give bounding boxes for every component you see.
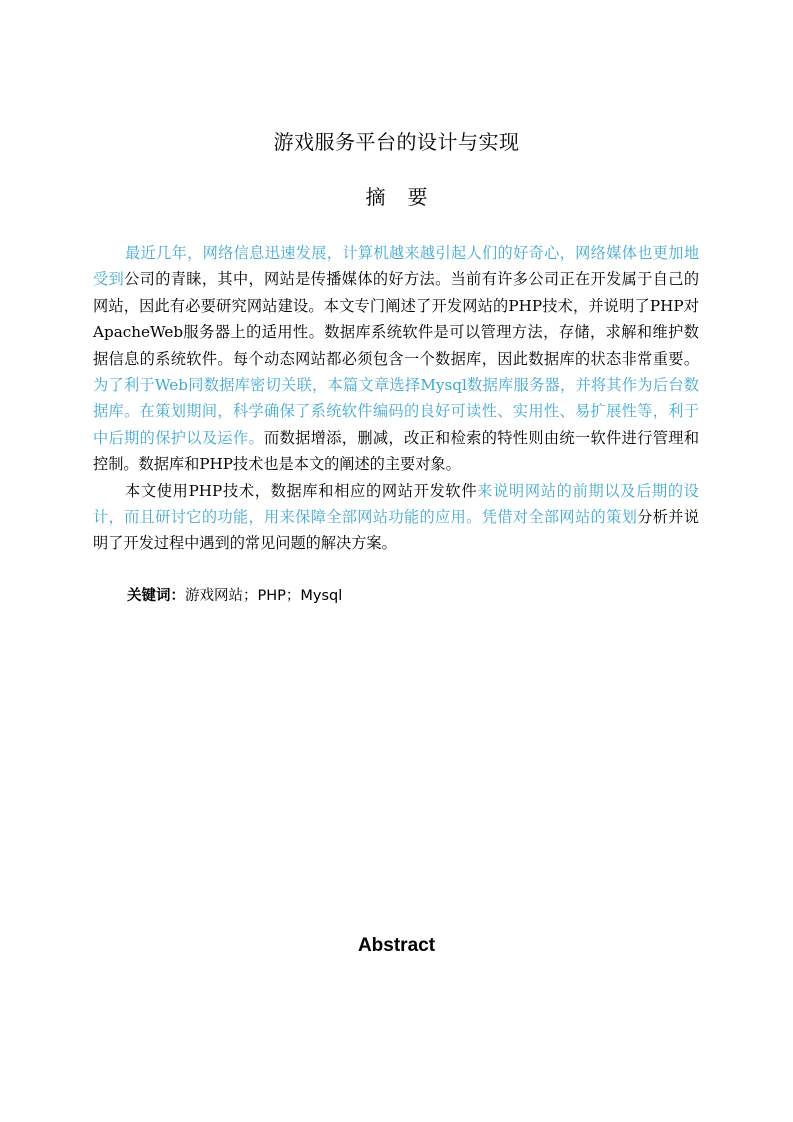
keywords-value: 游戏网站；PHP；Mysql <box>185 588 343 604</box>
highlighted-text: 来说明网站的前期以及后期的设计，而且研讨它的功能，用来保障全部网站功能的应用。凭借对全部网站的策划 <box>93 481 699 527</box>
abstract-heading <box>0 181 793 210</box>
abstract-heading-left: 摘 <box>365 185 386 209</box>
highlighted-text: 最近几年，网络信息迅速发展，计算机越来越引起人们的好奇心，网络媒体也更加地受到 <box>93 244 699 289</box>
abstract-paragraph-2 <box>93 478 699 557</box>
highlighted-text: 为了利于Web同数据库密切关联，本篇文章选择Mysql数据库服务器，并将其作为后台数据库。在策划期间，科学确保了系统软件编码的良好可读性、实用性、易扩展性等，利于中后期的保护以及运作。 <box>93 376 699 447</box>
abstract-heading-right: 要 <box>407 185 428 209</box>
body-text-span: 本文使用PHP技术，数据库和相应的网站开发软件 <box>125 481 478 500</box>
body-text-span: 公司的青睐，其中，网站是传播媒体的好方法。当前有许多公司正在开发属于自己的网站，因此有必要研究网站建设。本文专门阐述了开发网站的PHP技术，并说明了PHP对ApacheWeb服务器上的适用性。数据库系统软件是可以管理方法，存储，求解和维护数据信息的系统软件。每个动态网站都必须包含一个数据库，因此数据库的状态非常重要。 <box>93 270 700 368</box>
english-abstract-heading: Abstract <box>357 935 436 956</box>
keywords-label: 关键词： <box>127 588 185 604</box>
abstract-body <box>93 240 699 557</box>
body-text-span: 分析并说明了开发过程中遇到的常见问题的解决方案。 <box>93 508 700 553</box>
keywords-line <box>127 584 342 605</box>
abstract-paragraph-1 <box>93 240 699 478</box>
document-title: 游戏服务平台的设计与实现 <box>273 130 520 154</box>
body-text-span: 而数据增添，删减，改正和检索的特性则由统一软件进行管理和控制。数据库和PHP技术也是本文的阐述的主要对象。 <box>93 428 700 474</box>
